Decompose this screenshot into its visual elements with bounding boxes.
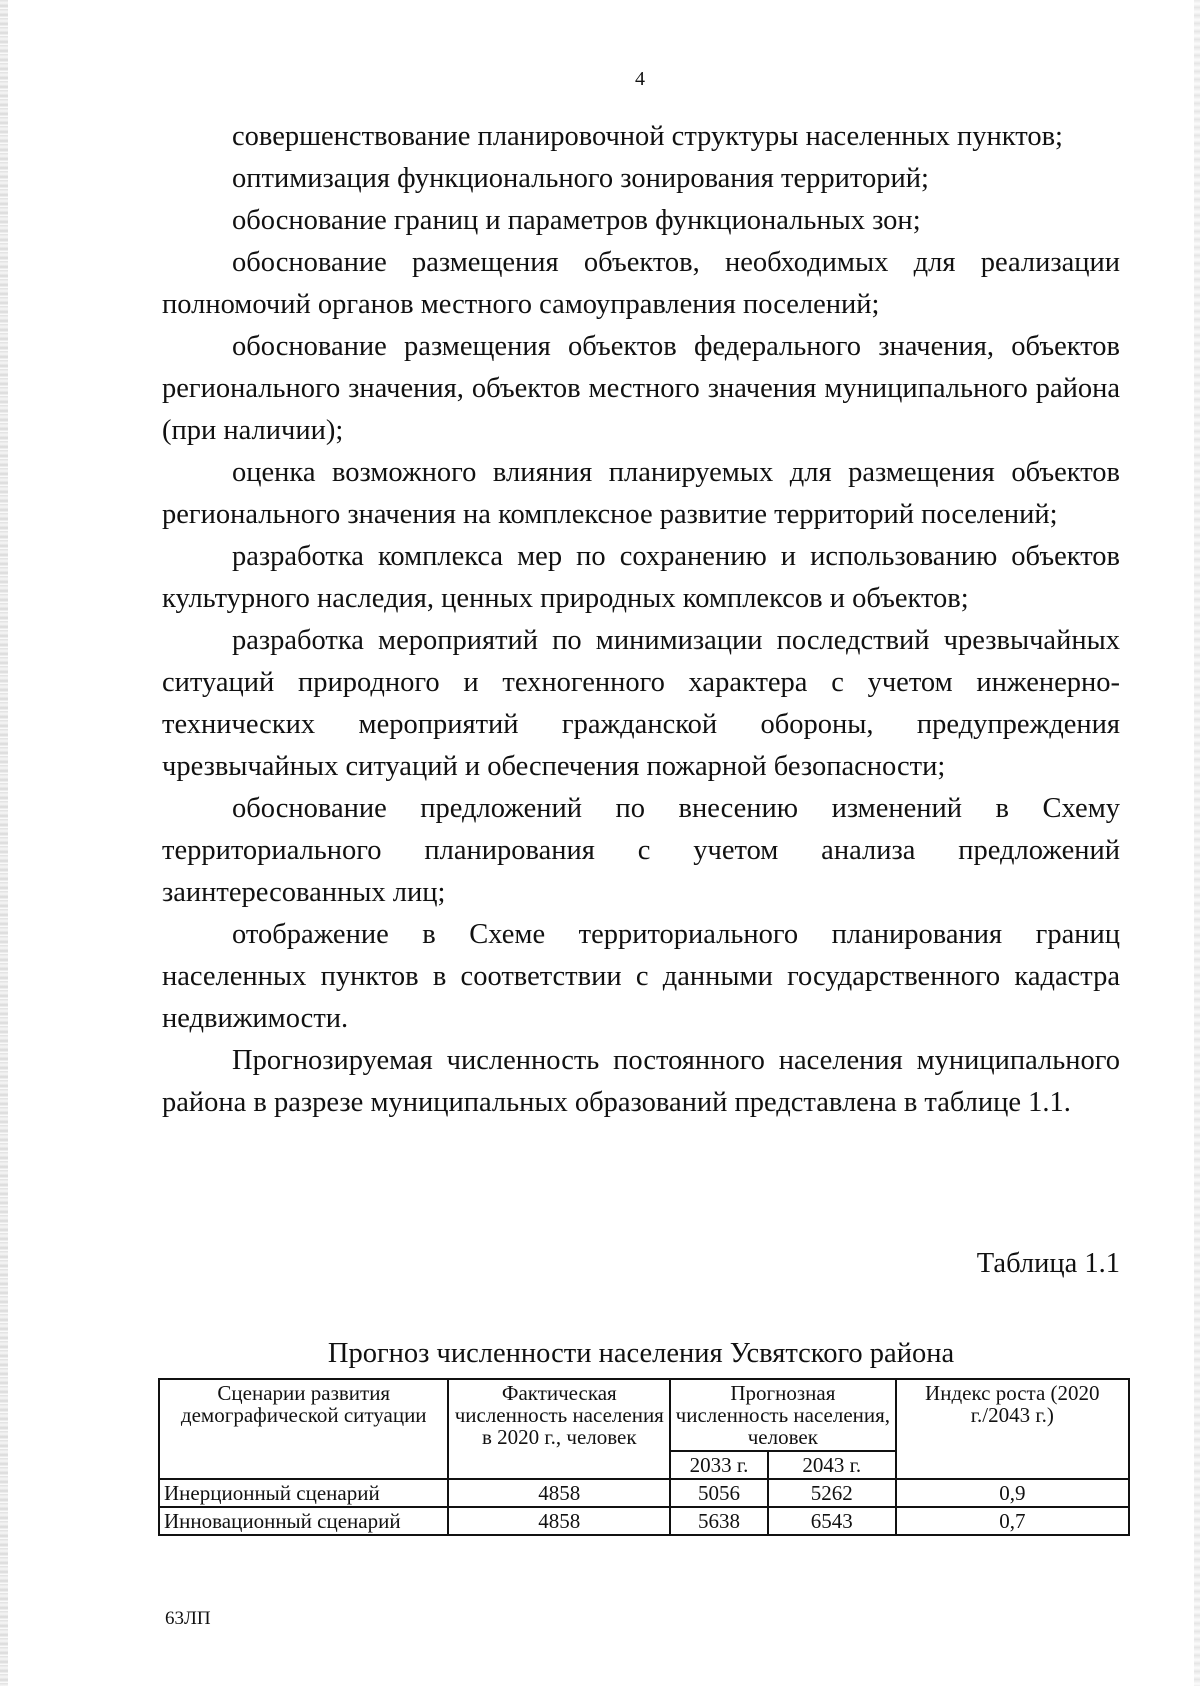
table-row bbox=[159, 1507, 1129, 1535]
paragraph: оптимизация функционального зонирования территорий; bbox=[232, 163, 929, 194]
population-forecast-table bbox=[158, 1378, 1130, 1536]
paragraph: обоснование границ и параметров функциональных зон; bbox=[232, 205, 921, 236]
scan-edge-right bbox=[1194, 0, 1200, 1686]
page-number: 4 bbox=[635, 68, 645, 90]
cell-2043: 5262 bbox=[768, 1479, 896, 1507]
paragraph: совершенствование планировочной структуры населенных пунктов; bbox=[232, 121, 1063, 152]
header-year-2043: 2043 г. bbox=[768, 1451, 896, 1479]
paragraph: разработка комплекса мер по сохранению и использованию объектов культурного наследия, ценных природных комплексов и объектов; bbox=[162, 541, 1120, 614]
table-header-row bbox=[159, 1379, 1129, 1451]
cell-actual: 4858 bbox=[448, 1479, 670, 1507]
footer-code: 63ЛП bbox=[165, 1608, 211, 1629]
header-index: Индекс роста (2020 г./2043 г.) bbox=[896, 1379, 1129, 1479]
cell-scenario: Инерционный сценарий bbox=[159, 1479, 448, 1507]
header-forecast: Прогнозная численность населения, человек bbox=[670, 1379, 896, 1451]
paragraph: Прогнозируемая численность постоянного населения муниципального района в разрезе муниципальных образований представлена в таблице 1.1. bbox=[162, 1045, 1120, 1118]
cell-index: 0,7 bbox=[896, 1507, 1129, 1535]
body-text bbox=[162, 116, 1120, 1124]
header-actual: Фактическая численность населения в 2020 г., человек bbox=[448, 1379, 670, 1479]
cell-scenario: Инновационный сценарий bbox=[159, 1507, 448, 1535]
paragraph: обоснование размещения объектов федерального значения, объектов регионального значения, объектов местного значения муниципального района (при наличии); bbox=[162, 331, 1120, 446]
cell-index: 0,9 bbox=[896, 1479, 1129, 1507]
paragraph: оценка возможного влияния планируемых для размещения объектов регионального значения на комплексное развитие территорий поселений; bbox=[162, 457, 1120, 530]
header-year-2033: 2033 г. bbox=[670, 1451, 768, 1479]
cell-actual: 4858 bbox=[448, 1507, 670, 1535]
scan-edge-left bbox=[0, 0, 8, 1686]
table-title: Прогноз численности населения Усвятского района bbox=[327, 1338, 955, 1369]
paragraph: отображение в Схеме территориального планирования границ населенных пунктов в соответствии с данными государственного кадастра недвижимости. bbox=[162, 919, 1120, 1034]
cell-2033: 5056 bbox=[670, 1479, 768, 1507]
paragraph: обоснование размещения объектов, необходимых для реализации полномочий органов местного самоуправления поселений; bbox=[162, 247, 1120, 320]
table-label: Таблица 1.1 bbox=[976, 1248, 1120, 1279]
cell-2033: 5638 bbox=[670, 1507, 768, 1535]
cell-2043: 6543 bbox=[768, 1507, 896, 1535]
paragraph: разработка мероприятий по минимизации последствий чрезвычайных ситуаций природного и техногенного характера с учетом инженерно-технических мероприятий гражданской обороны, предупреждения чрезвычайных ситуаций и обеспечения пожарной безопасности; bbox=[162, 625, 1120, 782]
table-row bbox=[159, 1479, 1129, 1507]
header-scenarios: Сценарии развития демографической ситуации bbox=[159, 1379, 448, 1479]
paragraph: обоснование предложений по внесению изменений в Схему территориального планирования с учетом анализа предложений заинтересованных лиц; bbox=[162, 793, 1120, 908]
